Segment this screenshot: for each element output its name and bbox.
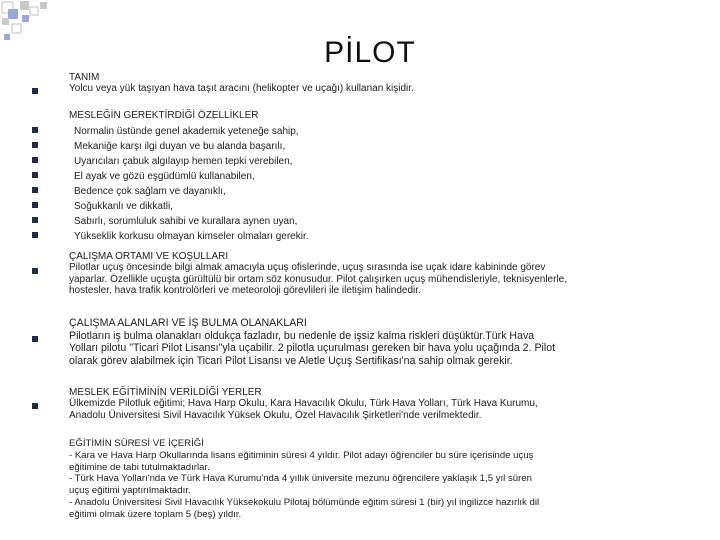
section-tanim: [69, 72, 414, 95]
traits-list: [74, 124, 309, 244]
section-heading: ÇALIŞMA ALANLARI VE İŞ BULMA OLANAKLARI: [69, 317, 307, 329]
section-text: Yolcu veya yük taşıyan hava taşıt aracını (helikopter ve uçağı) kullanan kişidir.: [69, 83, 414, 95]
bullet-icon: [32, 187, 38, 193]
list-item: Soğukkanlı ve dikkatli,: [74, 201, 173, 212]
bullet-icon: [32, 403, 38, 409]
section-heading: MESLEK EĞİTİMİNİN VERİLDİĞİ YERLER: [69, 387, 262, 398]
bullet-icon: [32, 127, 38, 133]
section-line: olarak görev alabilmek için Ticari Pilot Lisansı ve Aletle Uçuş Sertifikası'na sahip olmak gerekir.: [69, 354, 513, 367]
list-item: Mekaniğe karşı ilgi duyan ve bu alanda başarılı,: [74, 141, 286, 152]
page-title: PİLOT: [324, 36, 416, 69]
list-item: Yükseklik korkusu olmayan kimseler olmaları gerekir.: [74, 231, 309, 242]
section-line: Anadolu Üniversitesi Sivil Havacılık Yüksek Okulu, Özel Havacılık Şirketleri'nde verilmektedir.: [69, 409, 482, 421]
section-heading: ÇALIŞMA ORTAMI VE KOŞULLARI: [69, 251, 229, 262]
section-line: hostesler, hava trafik kontrolörleri ve meteoroloji görevlileri ile iletişim halindedir.: [69, 284, 421, 296]
section-line: - Kara ve Hava Harp Okullarında lisans eğitiminin süresi 4 yıldır. Pilot adayı öğrenciler bu süre içerisinde uçuş: [69, 449, 534, 461]
section-line: - Türk Hava Yolları'nda ve Türk Hava Kurumu'nda 4 yıllık üniversite mezunu öğrencilere yaklaşık 1,5 yıl süren: [69, 473, 532, 485]
section-line: Yolları pilotu "Ticari Pilot Lisansı"yla uçabilir. 2 pilotla uçurulması gereken bir hava yolu uçağında 2. Pilot: [69, 342, 556, 354]
bullet-icon: [32, 202, 38, 208]
bullet-icon: [32, 268, 38, 274]
section-line: - Anadolu Üniversitesi Sivil Havacılık Yüksekokulu Pilotaj bölümünde eğitim süresi 1 (bir) yıl ingilizce hazırlık dil: [69, 496, 540, 508]
section-line: uçuş eğitimi yaptırılmaktadır.: [69, 485, 191, 497]
list-item: Uyarıcıları çabuk algılayıp hemen tepki verebilen,: [74, 156, 293, 167]
section-line: eğitimine de tabi tutulmaktadırlar.: [69, 461, 210, 473]
section-ozellikler-heading: MESLEĞİN GEREKTİRDİĞİ ÖZELLİKLER: [69, 110, 259, 121]
bullet-icon: [32, 142, 38, 148]
bullet-icon: [32, 232, 38, 238]
corner-decoration: [0, 0, 60, 50]
section-heading: EĞİTİMİN SÜRESİ VE İÇERİĞİ: [69, 438, 204, 449]
bullet-icon: [32, 336, 38, 342]
section-egitim-suresi: [69, 438, 539, 521]
section-line: eğitimi olmak üzere toplam 5 (beş) yıldır.: [69, 508, 242, 520]
section-line: yaparlar. Özellikle uçuşta gürültülü bir ortam söz konusudur. Pilot çalışırken uçuş mühendisleriyle, teknisyenlerle,: [69, 273, 568, 285]
list-item: El ayak ve gözü eşgüdümlü kullanabilen,: [74, 171, 255, 182]
list-item: Bedence çok sağlam ve dayanıklı,: [74, 186, 226, 197]
section-calisma-ortami: [69, 251, 567, 296]
bullet-icon: [32, 172, 38, 178]
list-item: Sabırlı, sorumluluk sahibi ve kurallara aynen uyan,: [74, 216, 298, 227]
bullet-icon: [32, 88, 38, 94]
section-egitim-yerleri: [69, 387, 538, 421]
section-line: Pilotların iş bulma olanakları oldukça fazladır, bu nedenle de işsiz kalma riskleri düşüktür.Türk Hava: [69, 329, 535, 342]
section-heading: TANIM: [69, 72, 100, 83]
section-line: Ülkemizde Pilotluk eğitimi; Hava Harp Okulu, Kara Havacılık Okulu, Türk Hava Yolları, Türk Hava Kurumu,: [69, 398, 538, 410]
bullet-icon: [32, 217, 38, 223]
bullet-icon: [32, 157, 38, 163]
section-line: Pilotlar uçuş öncesinde bilgi almak amacıyla uçuş ofislerinde, uçuş sırasında ise uçak idare kabininde görev: [69, 262, 546, 274]
list-item: Normalin üstünde genel akademik yeteneğe sahip,: [74, 126, 299, 137]
section-is-bulma: [69, 317, 555, 367]
